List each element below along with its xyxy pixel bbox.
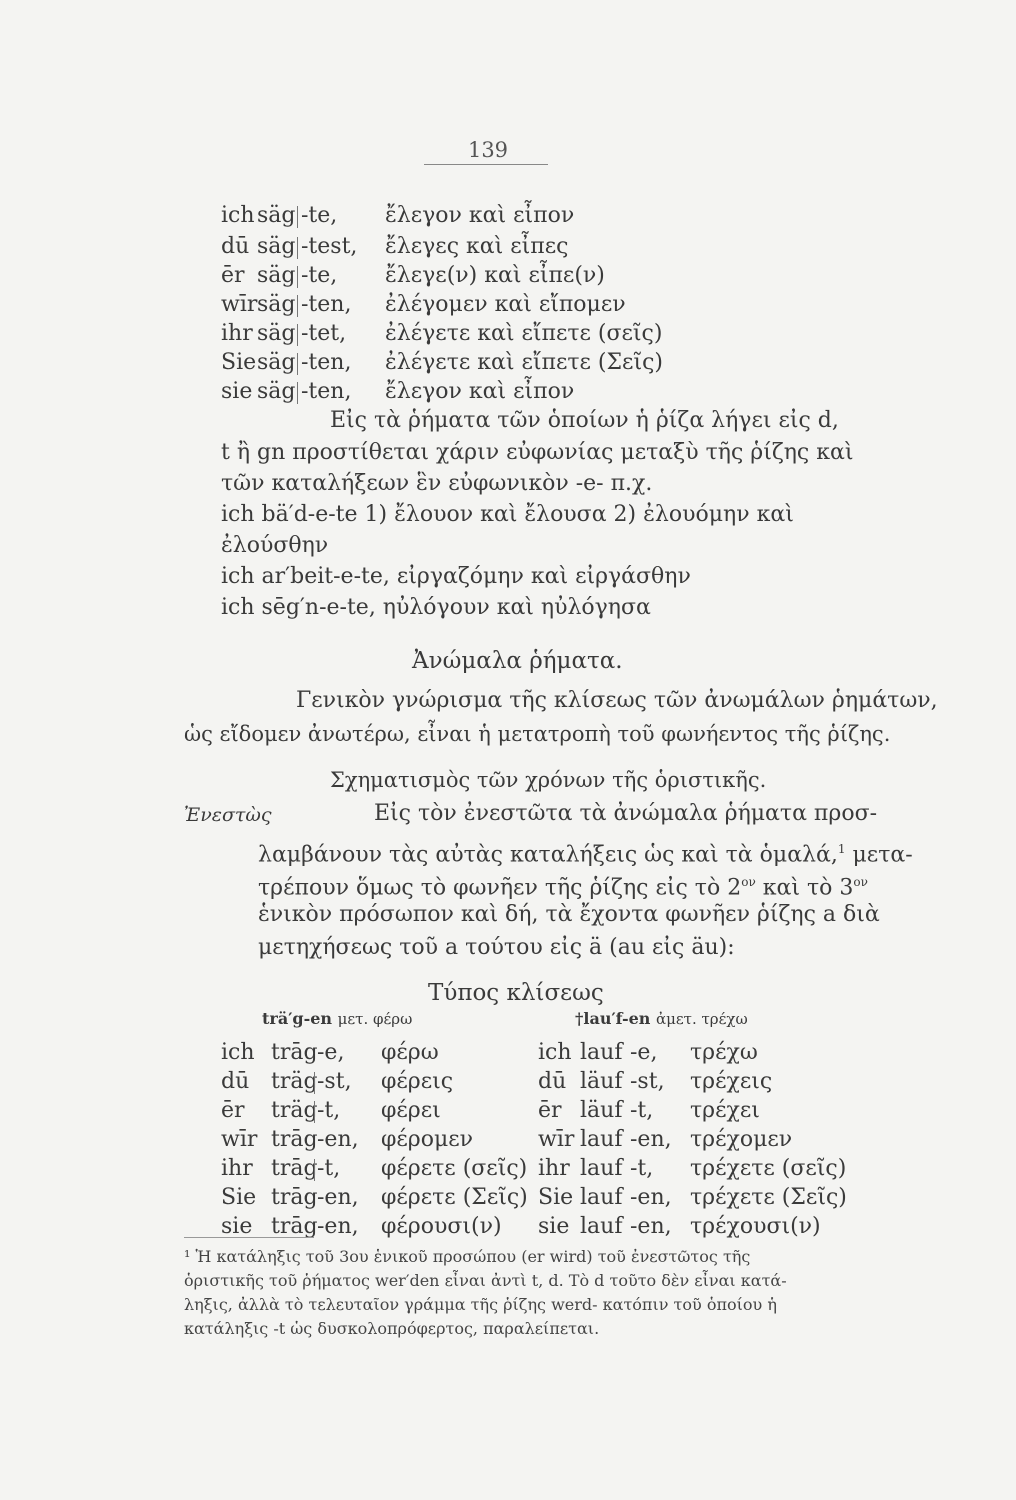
margin-label: Ἐνεστὼς [184, 804, 272, 826]
ending: -t, [630, 1156, 654, 1181]
ending: -en, [630, 1185, 672, 1210]
ending: -t, [317, 1098, 341, 1123]
section-heading-conjugation-type: Τύπος κλίσεως [428, 980, 604, 1006]
greek-translation: ἔλεγε(ν) καὶ εἶπε(ν) [385, 263, 605, 288]
greek-translation: ἔλεγες καὶ εἶπες [385, 234, 569, 259]
greek-translation: φέρεις [381, 1069, 454, 1094]
paragraph-line: Εἰς τὰ ῥήματα τῶν ὁποίων ἡ ῥίζα λήγει εἰς d, [330, 408, 839, 433]
ending: -test, [301, 234, 358, 259]
superscript: ον [741, 875, 756, 889]
pronoun: ihr [538, 1156, 570, 1181]
footnote-line: ληξις, ἀλλὰ τὸ τελευταῖον γράμμα τῆς ῥίζης werd- κατόπιν τοῦ ὁποίου ἡ [184, 1295, 777, 1314]
greek-translation: ἔλεγον καὶ εἶπον [385, 203, 575, 228]
footnote-rule [184, 1237, 314, 1238]
stem: lauf [580, 1214, 623, 1239]
paragraph-text: τρέπουν ὅμως τὸ φωνῆεν τῆς ῥίζης εἰς τὸ 2 [258, 875, 742, 901]
pronoun: ihr [221, 1156, 253, 1181]
paragraph-text: καὶ τὸ 3 [762, 875, 854, 901]
ending: -en, [317, 1185, 359, 1210]
stem: lauf [580, 1185, 623, 1210]
stem: trāg [271, 1214, 318, 1239]
stem: lauf [580, 1040, 623, 1065]
ending: -en, [317, 1127, 359, 1152]
paragraph-text: λαμβάνουν τὰς αὐτὰς καταλήξεις ὡς καὶ τὰ ὁμαλά, [258, 842, 838, 868]
stem: säg [257, 321, 296, 346]
pronoun: sie [221, 379, 253, 404]
example-line: ἐλούσθην [221, 533, 329, 558]
paragraph-line: ἑνικὸν πρόσωπον καὶ δή, τὰ ἔχοντα φωνῆεν ῥίζης a διὰ [258, 902, 880, 927]
pronoun: ēr [221, 1098, 245, 1123]
greek-translation: φέρετε (Σεῖς) [381, 1185, 528, 1210]
ending: -t, [317, 1156, 341, 1181]
paragraph-line [258, 837, 913, 867]
paragraph-line [258, 870, 868, 900]
paragraph-line: Γενικὸν γνώρισμα τῆς κλίσεως τῶν ἀνωμάλων ῥημάτων, [296, 688, 938, 713]
column-heading-left [262, 1009, 412, 1028]
ending: -ten, [301, 379, 352, 404]
stem-divider [314, 1159, 315, 1181]
page-number-rule [424, 164, 548, 165]
ending: -st, [317, 1069, 352, 1094]
pronoun: sie [538, 1214, 570, 1239]
ending: -te, [301, 203, 338, 228]
ending: -ten, [301, 292, 352, 317]
superscript: ον [853, 875, 868, 889]
paragraph-line: t ἢ gn προστίθεται χάριν εὐφωνίας μεταξὺ τῆς ῥίζης καὶ [221, 440, 854, 465]
stem-divider [297, 266, 298, 288]
verb-infinitive: trä′g-en [262, 1009, 333, 1028]
stem: säg [257, 292, 296, 317]
pronoun: Sie [538, 1185, 574, 1210]
pronoun: ēr [538, 1098, 562, 1123]
stem-divider [314, 1072, 315, 1094]
footnote-line: κατάληξις -t ὡς δυσκολοπρόφερτος, παραλείπεται. [184, 1319, 600, 1338]
stem-divider [297, 206, 298, 228]
ending: -t, [630, 1098, 654, 1123]
pronoun: Sie [221, 1185, 257, 1210]
paragraph-text: μετα- [852, 842, 913, 868]
greek-translation: τρέχω [690, 1040, 758, 1065]
greek-translation: τρέχουσι(ν) [690, 1214, 821, 1239]
example-line: ich ar′beit-e-te, εἰργαζόμην καὶ εἰργάσθην [221, 564, 691, 589]
stem-divider [297, 295, 298, 317]
stem-divider [314, 1101, 315, 1123]
footnote-line: ὁριστικῆς τοῦ ῥήματος wer′den εἶναι ἀντὶ t, d. Τὸ d τοῦτο δὲν εἶναι κατά- [184, 1271, 787, 1290]
greek-translation: φέρομεν [381, 1127, 474, 1152]
pronoun: wīr [538, 1127, 575, 1152]
pronoun: Sie [221, 350, 257, 375]
pronoun: wīr [221, 292, 258, 317]
pronoun: ich [221, 1040, 255, 1065]
stem: trāg [271, 1040, 318, 1065]
stem: trāg [271, 1127, 318, 1152]
greek-translation: φέρει [381, 1098, 441, 1123]
example-line: ich sēg′n-e-te, ηὐλόγουν καὶ ηὐλόγησα [221, 595, 651, 620]
pronoun: dū [221, 1069, 250, 1094]
greek-translation: τρέχετε (σεῖς) [690, 1156, 847, 1181]
greek-translation: ἐλέγετε καὶ εἴπετε (σεῖς) [385, 321, 663, 346]
pronoun: ihr [221, 321, 253, 346]
pronoun: wīr [221, 1127, 258, 1152]
ending: -st, [630, 1069, 665, 1094]
greek-translation: φέρετε (σεῖς) [381, 1156, 528, 1181]
ending: -ten, [301, 350, 352, 375]
stem-divider [297, 324, 298, 346]
verb-gloss: μετ. φέρω [337, 1010, 413, 1028]
ending: -e, [317, 1040, 345, 1065]
greek-translation: ἐλέγομεν καὶ εἴπομεν [385, 292, 626, 317]
section-heading-tenses: Σχηματισμὸς τῶν χρόνων τῆς ὁριστικῆς. [330, 768, 767, 792]
stem: säg [257, 350, 296, 375]
ending: -en, [630, 1214, 672, 1239]
greek-translation: ἐλέγετε καὶ εἴπετε (Σεῖς) [385, 350, 663, 375]
pronoun: ich [538, 1040, 572, 1065]
stem: säg [257, 379, 296, 404]
stem-divider [297, 382, 298, 404]
greek-translation: ἔλεγον καὶ εἶπον [385, 379, 575, 404]
example-line: ich bä′d-e-te 1) ἔλουον καὶ ἔλουσα 2) ἐλουόμην καὶ [221, 502, 794, 527]
ending: -en, [317, 1214, 359, 1239]
stem: säg [257, 234, 296, 259]
ending: -tet, [301, 321, 347, 346]
paragraph-line: μετηχήσεως τοῦ a τούτου εἰς ä (au εἰς äu): [258, 935, 735, 960]
stem: läuf [580, 1098, 623, 1123]
footnote-marker: 1 [837, 842, 846, 856]
stem: träg [271, 1069, 318, 1094]
stem: lauf [580, 1127, 623, 1152]
greek-translation: τρέχεις [690, 1069, 773, 1094]
paragraph-line: Εἰς τὸν ἐνεστῶτα τὰ ἀνώμαλα ῥήματα προσ- [374, 801, 878, 826]
footnote-line: ¹ Ἡ κατάληξις τοῦ 3ου ἑνικοῦ προσώπου (er wird) τοῦ ἐνεστῶτος τῆς [184, 1247, 751, 1266]
stem: lauf [580, 1156, 623, 1181]
ending: -e, [630, 1040, 658, 1065]
stem-divider [297, 353, 298, 375]
stem: träg [271, 1098, 318, 1123]
ending: -te, [301, 263, 338, 288]
paragraph-line: τῶν καταλήξεων ἓν εὐφωνικὸν -e- π.χ. [221, 471, 653, 496]
greek-translation: τρέχομεν [690, 1127, 793, 1152]
verb-gloss: ἀμετ. τρέχω [656, 1010, 748, 1028]
greek-translation: τρέχει [690, 1098, 760, 1123]
column-heading-right [575, 1009, 748, 1028]
verb-infinitive: †lau′f-en [575, 1009, 651, 1028]
pronoun: dū [538, 1069, 567, 1094]
greek-translation: φέρουσι(ν) [381, 1214, 502, 1239]
stem: trāg [271, 1185, 318, 1210]
stem: läuf [580, 1069, 623, 1094]
page-number: 139 [467, 138, 509, 162]
stem: säg [257, 263, 296, 288]
pronoun: ich [221, 203, 255, 228]
stem-divider [297, 237, 298, 259]
stem: trāg [271, 1156, 318, 1181]
greek-translation: τρέχετε (Σεῖς) [690, 1185, 847, 1210]
pronoun: sie [221, 1214, 253, 1239]
paragraph-line: ὡς εἴδομεν ἀνωτέρω, εἶναι ἡ μετατροπὴ τοῦ φωνήεντος τῆς ῥίζης. [184, 722, 891, 746]
pronoun: ēr [221, 263, 245, 288]
ending: -en, [630, 1127, 672, 1152]
stem: säg [257, 203, 296, 228]
section-heading-irregular-verbs: Ἀνώμαλα ῥήματα. [412, 648, 623, 674]
greek-translation: φέρω [381, 1040, 439, 1065]
pronoun: dū [221, 234, 250, 259]
